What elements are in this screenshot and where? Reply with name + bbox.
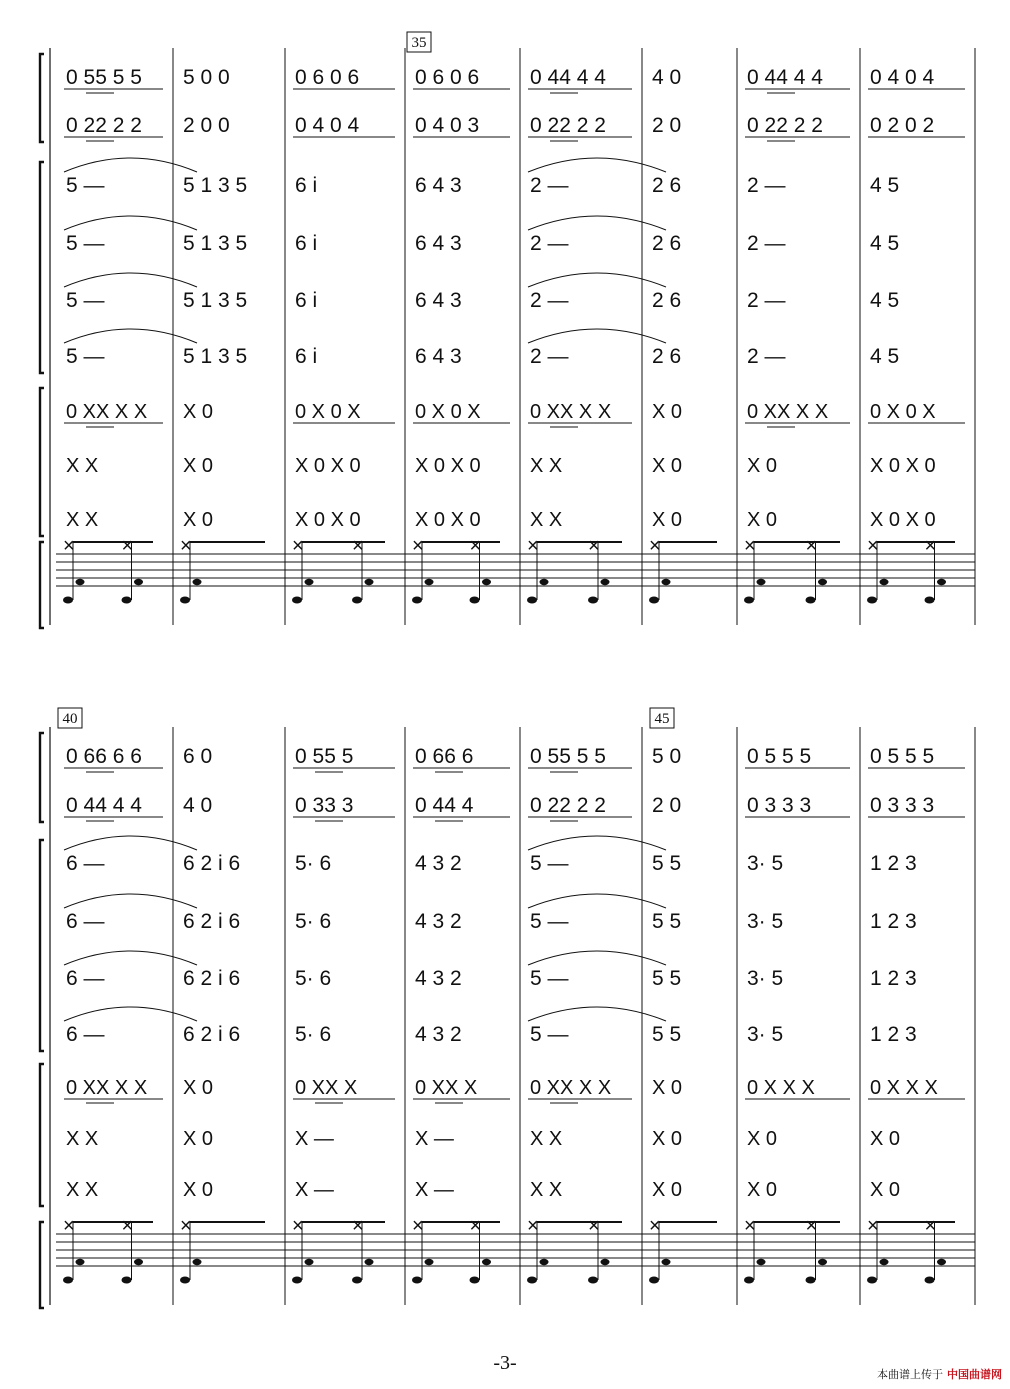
drum-cymbal-x: × [292, 535, 304, 557]
drum-bass-note [180, 1277, 190, 1284]
measure-notes: 0 X X X [870, 1077, 938, 1099]
drum-snare-note [365, 1259, 374, 1265]
drum-cymbal-x: × [649, 1215, 661, 1237]
measure-notes: 0 X X X [747, 1077, 815, 1099]
measure-notes: 6 2 i 6 [183, 1023, 241, 1046]
drum-snare-note [305, 579, 314, 585]
drum-cymbal-x: × [527, 1215, 539, 1237]
measure-notes: 0 22 2 2 [66, 114, 142, 137]
phrase-slur [528, 836, 666, 850]
measure-notes: 0 5 5 5 [870, 745, 935, 768]
measure-notes: 2 — [747, 232, 786, 255]
measure-notes: 2 6 [652, 289, 682, 312]
measure-notes: 2 6 [652, 345, 682, 368]
measure-notes: 6 i [295, 174, 318, 197]
measure-notes: 6 2 i 6 [183, 967, 241, 990]
measure-notes: 5 5 [652, 1023, 682, 1046]
measure-number: 40 [62, 711, 78, 727]
drum-cymbal-x: × [867, 535, 879, 557]
measure-notes: 0 X 0 X [415, 401, 481, 423]
measure-notes: X X [66, 1128, 99, 1150]
drum-cymbal-x: × [121, 535, 134, 557]
measure-notes: 3· 5 [747, 910, 784, 933]
drum-snare-note [601, 1259, 610, 1265]
measure-notes: 2 0 [652, 114, 682, 137]
drum-snare-note [540, 1259, 549, 1265]
measure-number: 35 [411, 35, 427, 51]
drum-bass-note [292, 1277, 302, 1284]
measure-notes: 5 — [66, 232, 105, 255]
measure-notes: X 0 [747, 455, 778, 477]
drum-cymbal-x: × [180, 1215, 192, 1237]
drum-bass-note [649, 1277, 659, 1284]
measure-notes: 6 4 3 [415, 174, 462, 197]
measure-notes: 4 5 [870, 345, 900, 368]
measure-notes: X 0 [183, 1128, 214, 1150]
measure-notes: X 0 X 0 [295, 509, 361, 531]
measure-notes: 6 4 3 [415, 289, 462, 312]
measure-notes: X 0 X 0 [295, 455, 361, 477]
measure-notes: 0 4 0 4 [870, 66, 935, 89]
measure-notes: 1 2 3 [870, 910, 917, 933]
measure-notes: 0 4 0 3 [415, 114, 480, 137]
measure-notes: 5 5 [652, 910, 682, 933]
measure-notes: 5 0 0 [183, 66, 230, 89]
measure-notes: X 0 [747, 1179, 778, 1201]
drum-bass-note [806, 1277, 816, 1284]
drum-snare-note [193, 579, 202, 585]
drum-bass-note [470, 1277, 480, 1284]
measure-notes: X 0 [652, 1179, 683, 1201]
drum-cymbal-x: × [63, 535, 75, 557]
part-group-bracket [40, 542, 44, 628]
measure-notes: 0 66 6 6 [66, 745, 142, 768]
measure-notes: 6 i [295, 232, 318, 255]
drum-cymbal-x: × [469, 535, 482, 557]
measure-notes: 6 i [295, 345, 318, 368]
measure-notes: 6 — [66, 1023, 105, 1046]
measure-notes: 5· 6 [295, 910, 332, 933]
measure-notes: 5 — [66, 174, 105, 197]
measure-notes: X 0 [870, 1179, 901, 1201]
phrase-slur [528, 216, 666, 230]
measure-notes: 6 0 [183, 745, 213, 768]
measure-notes: 6 4 3 [415, 345, 462, 368]
phrase-slur [64, 836, 197, 850]
drum-snare-note [880, 579, 889, 585]
measure-notes: X 0 [652, 1128, 683, 1150]
drum-bass-note [352, 1277, 362, 1284]
drum-cymbal-x: × [352, 1215, 364, 1237]
drum-cymbal-x: × [588, 535, 600, 557]
measure-notes: X 0 X 0 [870, 509, 936, 531]
measure-notes: 0 55 5 5 [66, 66, 142, 89]
drum-cymbal-x: × [63, 1215, 75, 1237]
measure-notes: X — [415, 1179, 454, 1201]
measure-notes: X 0 [183, 509, 214, 531]
measure-notes: 0 22 2 2 [530, 794, 606, 817]
measure-notes: X X [530, 1128, 563, 1150]
footer-credit [877, 1366, 1002, 1382]
measure-notes: X X [530, 509, 563, 531]
drum-bass-note [867, 597, 877, 604]
measure-notes: 0 XX X X [66, 1077, 148, 1099]
measure-notes: X X [66, 1179, 99, 1201]
measure-notes: 0 3 3 3 [747, 794, 812, 817]
drum-cymbal-x: × [469, 1215, 482, 1237]
drum-bass-note [63, 597, 73, 604]
drum-bass-note [470, 597, 480, 604]
measure-notes: 6 — [66, 910, 105, 933]
drum-snare-note [482, 1259, 491, 1265]
measure-notes: 4 5 [870, 289, 900, 312]
drum-cymbal-x: × [649, 535, 661, 557]
drum-cymbal-x: × [924, 1215, 937, 1237]
measure-notes: 2 6 [652, 174, 682, 197]
measure-notes: 0 X 0 X [870, 401, 936, 423]
phrase-slur [528, 158, 666, 172]
measure-notes: X 0 [747, 1128, 778, 1150]
drum-snare-note [662, 579, 671, 585]
measure-notes: 5 — [530, 852, 569, 875]
phrase-slur [528, 894, 666, 908]
measure-notes: 4 0 [652, 66, 682, 89]
drum-cymbal-x: × [867, 1215, 879, 1237]
measure-number: 45 [654, 711, 670, 727]
phrase-slur [528, 1007, 666, 1021]
phrase-slur [64, 273, 197, 287]
measure-notes: 0 22 2 2 [530, 114, 606, 137]
measure-notes: 5 1 3 5 [183, 345, 248, 368]
phrase-slur [64, 329, 197, 343]
measure-notes: 0 44 4 4 [530, 66, 606, 89]
drum-cymbal-x: × [744, 535, 756, 557]
measure-notes: 4 5 [870, 232, 900, 255]
drum-cymbal-x: × [352, 535, 364, 557]
drum-cymbal-x: × [292, 1215, 304, 1237]
measure-notes: 0 2 0 2 [870, 114, 935, 137]
measure-notes: X 0 [183, 1179, 214, 1201]
measure-notes: 0 3 3 3 [870, 794, 935, 817]
measure-notes: 2 — [530, 174, 569, 197]
measure-notes: 1 2 3 [870, 967, 917, 990]
measure-notes: 0 66 6 [415, 745, 474, 768]
measure-notes: 5 0 [652, 745, 682, 768]
drum-snare-note [818, 579, 827, 585]
phrase-slur [64, 894, 197, 908]
measure-notes: X 0 X 0 [870, 455, 936, 477]
drum-bass-note [412, 597, 422, 604]
drum-snare-note [305, 1259, 314, 1265]
drum-snare-note [193, 1259, 202, 1265]
drum-bass-note [292, 597, 302, 604]
drum-snare-note [76, 579, 85, 585]
measure-notes: 2 — [747, 289, 786, 312]
measure-notes: 5 1 3 5 [183, 232, 248, 255]
phrase-slur [64, 951, 197, 965]
measure-notes: 3· 5 [747, 1023, 784, 1046]
measure-notes: X 0 [747, 509, 778, 531]
measure-notes: 0 6 0 6 [415, 66, 480, 89]
phrase-slur [528, 329, 666, 343]
measure-notes: X 0 [652, 1077, 683, 1099]
measure-notes: 0 XX X [295, 1077, 358, 1099]
drum-cymbal-x: × [121, 1215, 134, 1237]
measure-notes: 2 — [530, 232, 569, 255]
measure-notes: 0 XX X X [530, 401, 612, 423]
measure-notes: 3· 5 [747, 967, 784, 990]
drum-cymbal-x: × [412, 1215, 424, 1237]
drum-snare-note [757, 1259, 766, 1265]
part-group-bracket [40, 1222, 44, 1308]
measure-notes: 5 — [66, 289, 105, 312]
drum-snare-note [482, 579, 491, 585]
drum-snare-note [540, 579, 549, 585]
drum-bass-note [744, 1277, 754, 1284]
drum-snare-note [425, 1259, 434, 1265]
measure-notes: 5 — [530, 967, 569, 990]
part-group-bracket [40, 1064, 44, 1206]
measure-notes: 2 6 [652, 232, 682, 255]
drum-bass-note [588, 1277, 598, 1284]
phrase-slur [528, 951, 666, 965]
phrase-slur [64, 158, 197, 172]
measure-notes: X X [530, 1179, 563, 1201]
drum-bass-note [122, 597, 132, 604]
measure-notes: 5 — [66, 345, 105, 368]
measure-notes: 0 55 5 [295, 745, 354, 768]
measure-notes: 0 44 4 4 [66, 794, 142, 817]
measure-notes: X 0 [183, 401, 214, 423]
drum-snare-note [425, 579, 434, 585]
measure-notes: X — [295, 1128, 334, 1150]
measure-notes: X 0 [652, 509, 683, 531]
part-group-bracket [40, 840, 44, 1051]
measure-notes: X X [530, 455, 563, 477]
measure-notes: 5· 6 [295, 1023, 332, 1046]
footer-text: 本曲谱上传于 [877, 1368, 943, 1381]
drum-bass-note [412, 1277, 422, 1284]
measure-notes: X — [415, 1128, 454, 1150]
drum-bass-note [352, 597, 362, 604]
measure-notes: X 0 [183, 1077, 214, 1099]
part-group-bracket [40, 162, 44, 373]
measure-notes: 4 0 [183, 794, 213, 817]
measure-notes: 0 6 0 6 [295, 66, 360, 89]
measure-notes: 4 3 2 [415, 910, 462, 933]
measure-notes: X 0 [183, 455, 214, 477]
drum-snare-note [880, 1259, 889, 1265]
part-group-bracket [40, 733, 44, 822]
measure-notes: 5 5 [652, 967, 682, 990]
measure-notes: 0 4 0 4 [295, 114, 360, 137]
drum-cymbal-x: × [805, 535, 818, 557]
measure-notes: 6 i [295, 289, 318, 312]
drum-snare-note [757, 579, 766, 585]
drum-bass-note [527, 1277, 537, 1284]
drum-bass-note [649, 597, 659, 604]
measure-notes: 5 — [530, 910, 569, 933]
drum-snare-note [937, 579, 946, 585]
drum-bass-note [925, 1277, 935, 1284]
part-group-bracket [40, 388, 44, 536]
measure-notes: 4 3 2 [415, 852, 462, 875]
measure-notes: 0 XX X X [530, 1077, 612, 1099]
measure-notes: 2 — [530, 345, 569, 368]
measure-notes: 4 5 [870, 174, 900, 197]
measure-notes: 2 — [530, 289, 569, 312]
measure-notes: 4 3 2 [415, 1023, 462, 1046]
measure-notes: 3· 5 [747, 852, 784, 875]
measure-notes: 5 1 3 5 [183, 289, 248, 312]
measure-notes: 1 2 3 [870, 1023, 917, 1046]
measure-notes: X 0 [870, 1128, 901, 1150]
drum-cymbal-x: × [805, 1215, 818, 1237]
measure-notes: 2 — [747, 174, 786, 197]
measure-notes: 6 2 i 6 [183, 852, 241, 875]
measure-notes: 0 55 5 5 [530, 745, 606, 768]
measure-notes: 5 5 [652, 852, 682, 875]
measure-notes: 0 33 3 [295, 794, 354, 817]
drum-bass-note [806, 597, 816, 604]
drum-bass-note [925, 597, 935, 604]
measure-notes: 4 3 2 [415, 967, 462, 990]
drum-bass-note [588, 597, 598, 604]
measure-notes: X 0 X 0 [415, 455, 481, 477]
drum-snare-note [818, 1259, 827, 1265]
measure-notes: 5 1 3 5 [183, 174, 248, 197]
drum-cymbal-x: × [744, 1215, 756, 1237]
measure-notes: 0 X 0 X [295, 401, 361, 423]
phrase-slur [64, 1007, 197, 1021]
drum-cymbal-x: × [588, 1215, 600, 1237]
drum-bass-note [867, 1277, 877, 1284]
measure-notes: 0 44 4 4 [747, 66, 823, 89]
phrase-slur [64, 216, 197, 230]
drum-bass-note [744, 597, 754, 604]
drum-snare-note [365, 579, 374, 585]
drum-snare-note [937, 1259, 946, 1265]
measure-notes: 0 XX X [415, 1077, 478, 1099]
measure-notes: X 0 [652, 455, 683, 477]
measure-notes: 1 2 3 [870, 852, 917, 875]
drum-bass-note [180, 597, 190, 604]
part-group-bracket [40, 54, 44, 142]
drum-cymbal-x: × [412, 535, 424, 557]
measure-notes: 6 4 3 [415, 232, 462, 255]
measure-notes: 0 XX X X [66, 401, 148, 423]
drum-snare-note [662, 1259, 671, 1265]
footer-site-logo: 中国曲谱网 [947, 1368, 1002, 1381]
measure-notes: 0 44 4 [415, 794, 474, 817]
measure-notes: 6 — [66, 852, 105, 875]
measure-notes: X X [66, 455, 99, 477]
drum-cymbal-x: × [527, 535, 539, 557]
drum-bass-note [122, 1277, 132, 1284]
measure-notes: 5· 6 [295, 967, 332, 990]
drum-bass-note [63, 1277, 73, 1284]
measure-notes: X — [295, 1179, 334, 1201]
measure-notes: 0 XX X X [747, 401, 829, 423]
drum-snare-note [134, 1259, 143, 1265]
drum-snare-note [134, 579, 143, 585]
measure-notes: X 0 [652, 401, 683, 423]
drum-snare-note [76, 1259, 85, 1265]
drum-snare-note [601, 579, 610, 585]
page-number: -3- [493, 1352, 517, 1374]
measure-notes: 0 22 2 2 [747, 114, 823, 137]
measure-notes: 0 5 5 5 [747, 745, 812, 768]
measure-notes: 5 — [530, 1023, 569, 1046]
measure-notes: 2 0 [652, 794, 682, 817]
drum-cymbal-x: × [924, 535, 937, 557]
phrase-slur [528, 273, 666, 287]
measure-notes: 2 0 0 [183, 114, 230, 137]
measure-notes: 6 2 i 6 [183, 910, 241, 933]
measure-notes: 6 — [66, 967, 105, 990]
measure-notes: 2 — [747, 345, 786, 368]
drum-bass-note [527, 597, 537, 604]
drum-cymbal-x: × [180, 535, 192, 557]
measure-notes: X 0 X 0 [415, 509, 481, 531]
measure-notes: 5· 6 [295, 852, 332, 875]
measure-notes: X X [66, 509, 99, 531]
